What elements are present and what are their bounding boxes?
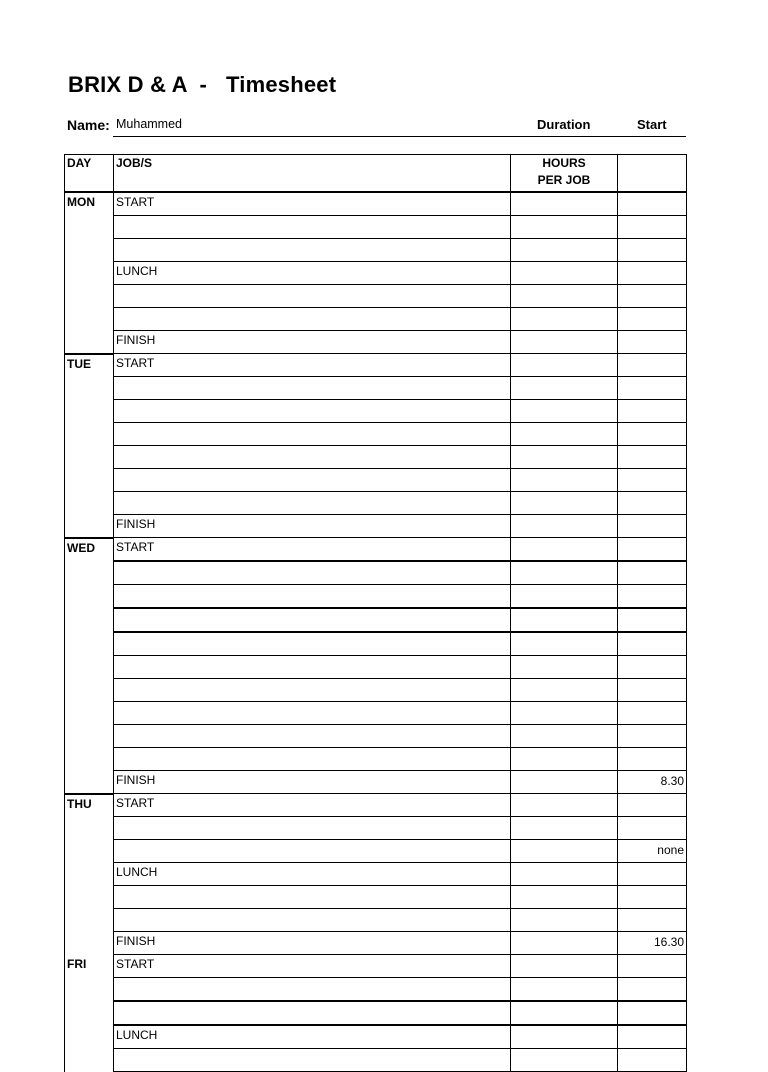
table-row	[65, 679, 687, 702]
job-cell[interactable]	[114, 632, 511, 656]
start-cell[interactable]: none	[618, 840, 687, 863]
hours-cell[interactable]	[511, 817, 618, 840]
hours-cell[interactable]	[511, 886, 618, 909]
start-cell[interactable]	[618, 978, 687, 1002]
table-row	[65, 1049, 687, 1072]
hours-cell[interactable]	[511, 423, 618, 446]
table-row	[65, 817, 687, 840]
table-row	[65, 771, 687, 794]
job-cell[interactable]	[114, 1001, 511, 1025]
table-row	[65, 656, 687, 679]
hours-cell[interactable]	[511, 515, 618, 538]
table-row	[65, 308, 687, 331]
job-cell[interactable]	[114, 656, 511, 679]
job-cell[interactable]	[114, 216, 511, 239]
hours-cell[interactable]	[511, 955, 618, 978]
table-row	[65, 1001, 687, 1025]
hours-cell[interactable]	[511, 538, 618, 562]
hours-cell[interactable]	[511, 331, 618, 354]
hours-cell[interactable]	[511, 216, 618, 239]
hours-cell[interactable]	[511, 909, 618, 932]
start-cell[interactable]	[618, 262, 687, 285]
table-row	[65, 909, 687, 932]
start-cell[interactable]	[618, 561, 687, 585]
table-row	[65, 538, 687, 562]
start-cell[interactable]	[618, 469, 687, 492]
table-row	[65, 262, 687, 285]
start-cell[interactable]	[618, 955, 687, 978]
table-row	[65, 932, 687, 955]
start-cell[interactable]	[618, 886, 687, 909]
job-cell[interactable]	[114, 909, 511, 932]
hours-cell[interactable]	[511, 308, 618, 331]
hours-cell[interactable]	[511, 656, 618, 679]
start-cell[interactable]	[618, 538, 687, 562]
hours-cell[interactable]	[511, 725, 618, 748]
job-cell[interactable]	[114, 446, 511, 469]
hours-cell[interactable]	[511, 469, 618, 492]
start-cell[interactable]	[618, 748, 687, 771]
table-header-row	[65, 155, 687, 193]
table-row	[65, 955, 687, 978]
job-cell[interactable]	[114, 400, 511, 423]
table-row	[65, 239, 687, 262]
duration-label: Duration	[537, 117, 591, 132]
hours-cell[interactable]	[511, 446, 618, 469]
hours-cell[interactable]	[511, 608, 618, 632]
job-cell[interactable]: LUNCH	[114, 1025, 511, 1049]
start-cell[interactable]	[618, 608, 687, 632]
start-cell[interactable]	[618, 1049, 687, 1072]
start-cell[interactable]	[618, 308, 687, 331]
hours-cell[interactable]	[511, 492, 618, 515]
table-row	[65, 632, 687, 656]
job-cell[interactable]: LUNCH	[114, 863, 511, 886]
job-cell[interactable]: FINISH	[114, 932, 511, 955]
hours-cell[interactable]	[511, 561, 618, 585]
job-cell[interactable]	[114, 585, 511, 609]
start-cell[interactable]	[618, 817, 687, 840]
day-label: THU	[65, 794, 114, 955]
table-row	[65, 331, 687, 354]
job-cell[interactable]	[114, 308, 511, 331]
job-cell[interactable]: FINISH	[114, 515, 511, 538]
col-jobs-header: JOB/S	[114, 155, 511, 193]
job-cell[interactable]	[114, 608, 511, 632]
hours-cell[interactable]	[511, 702, 618, 725]
start-cell[interactable]	[618, 192, 687, 216]
hours-cell[interactable]	[511, 262, 618, 285]
job-cell[interactable]: LUNCH	[114, 262, 511, 285]
hours-cell[interactable]	[511, 771, 618, 794]
hours-cell[interactable]	[511, 1001, 618, 1025]
table-row	[65, 469, 687, 492]
job-cell[interactable]	[114, 423, 511, 446]
start-cell[interactable]	[618, 702, 687, 725]
start-cell[interactable]	[618, 239, 687, 262]
table-row	[65, 978, 687, 1002]
start-cell[interactable]	[618, 216, 687, 239]
start-cell[interactable]	[618, 794, 687, 817]
table-row	[65, 863, 687, 886]
hours-cell[interactable]	[511, 239, 618, 262]
day-label: FRI	[65, 955, 114, 1072]
table-row	[65, 886, 687, 909]
hours-cell[interactable]	[511, 679, 618, 702]
hours-cell[interactable]	[511, 978, 618, 1002]
table-row	[65, 702, 687, 725]
job-cell[interactable]: START	[114, 955, 511, 978]
table-row	[65, 285, 687, 308]
col-day-header: DAY	[65, 155, 114, 193]
hours-cell[interactable]	[511, 794, 618, 817]
job-cell[interactable]: START	[114, 794, 511, 817]
name-label: Name:	[67, 117, 110, 133]
hours-cell[interactable]	[511, 377, 618, 400]
table-row	[65, 748, 687, 771]
job-cell[interactable]: FINISH	[114, 331, 511, 354]
header-underline	[113, 136, 686, 137]
table-row	[65, 561, 687, 585]
job-cell[interactable]	[114, 840, 511, 863]
table-row	[65, 840, 687, 863]
table-row	[65, 515, 687, 538]
job-cell[interactable]	[114, 377, 511, 400]
table-row	[65, 492, 687, 515]
start-cell[interactable]	[618, 377, 687, 400]
job-cell[interactable]: START	[114, 538, 511, 562]
job-cell[interactable]	[114, 978, 511, 1002]
job-cell[interactable]	[114, 886, 511, 909]
job-cell[interactable]	[114, 748, 511, 771]
timesheet-table	[64, 154, 687, 1072]
job-cell[interactable]	[114, 702, 511, 725]
col-hours-line2: PER JOB	[537, 173, 591, 187]
table-row	[65, 608, 687, 632]
start-cell[interactable]	[618, 446, 687, 469]
start-cell[interactable]	[618, 492, 687, 515]
table-row	[65, 423, 687, 446]
hours-cell[interactable]	[511, 632, 618, 656]
start-cell[interactable]	[618, 331, 687, 354]
start-label: Start	[637, 117, 667, 132]
start-cell[interactable]: 8.30	[618, 771, 687, 794]
start-cell[interactable]: 16.30	[618, 932, 687, 955]
day-label: MON	[65, 192, 114, 354]
table-row	[65, 354, 687, 377]
table-row	[65, 585, 687, 609]
page-title: BRIX D & A - Timesheet	[68, 72, 337, 97]
start-cell[interactable]	[618, 863, 687, 886]
start-cell[interactable]	[618, 656, 687, 679]
start-cell[interactable]	[618, 515, 687, 538]
table-row	[65, 216, 687, 239]
start-cell[interactable]	[618, 400, 687, 423]
start-cell[interactable]	[618, 1025, 687, 1049]
hours-cell[interactable]	[511, 192, 618, 216]
hours-cell[interactable]	[511, 585, 618, 609]
col-hours-header	[511, 155, 618, 193]
job-cell[interactable]	[114, 725, 511, 748]
job-cell[interactable]: START	[114, 354, 511, 377]
start-cell[interactable]	[618, 1001, 687, 1025]
job-cell[interactable]	[114, 285, 511, 308]
hours-cell[interactable]	[511, 748, 618, 771]
day-label: TUE	[65, 354, 114, 538]
hours-cell[interactable]	[511, 1049, 618, 1072]
hours-cell[interactable]	[511, 863, 618, 886]
job-cell[interactable]	[114, 561, 511, 585]
job-cell[interactable]	[114, 492, 511, 515]
hours-cell[interactable]	[511, 400, 618, 423]
table-row	[65, 446, 687, 469]
start-cell[interactable]	[618, 725, 687, 748]
day-label: WED	[65, 538, 114, 794]
start-cell[interactable]	[618, 423, 687, 446]
name-value[interactable]: Muhammed	[116, 117, 182, 131]
col-start-header	[618, 155, 687, 193]
start-cell[interactable]	[618, 354, 687, 377]
start-cell[interactable]	[618, 909, 687, 932]
table-row	[65, 377, 687, 400]
hours-cell[interactable]	[511, 354, 618, 377]
table-row	[65, 192, 687, 216]
table-row	[65, 794, 687, 817]
job-cell[interactable]	[114, 469, 511, 492]
hours-cell[interactable]	[511, 840, 618, 863]
job-cell[interactable]	[114, 1049, 511, 1072]
job-cell[interactable]	[114, 817, 511, 840]
job-cell[interactable]: FINISH	[114, 771, 511, 794]
start-cell[interactable]	[618, 679, 687, 702]
job-cell[interactable]	[114, 239, 511, 262]
hours-cell[interactable]	[511, 285, 618, 308]
job-cell[interactable]	[114, 679, 511, 702]
job-cell[interactable]: START	[114, 192, 511, 216]
table-row	[65, 1025, 687, 1049]
table-row	[65, 725, 687, 748]
table-row	[65, 400, 687, 423]
start-cell[interactable]	[618, 285, 687, 308]
start-cell[interactable]	[618, 632, 687, 656]
hours-cell[interactable]	[511, 932, 618, 955]
start-cell[interactable]	[618, 585, 687, 609]
col-hours-line1: HOURS	[542, 156, 586, 170]
hours-cell[interactable]	[511, 1025, 618, 1049]
